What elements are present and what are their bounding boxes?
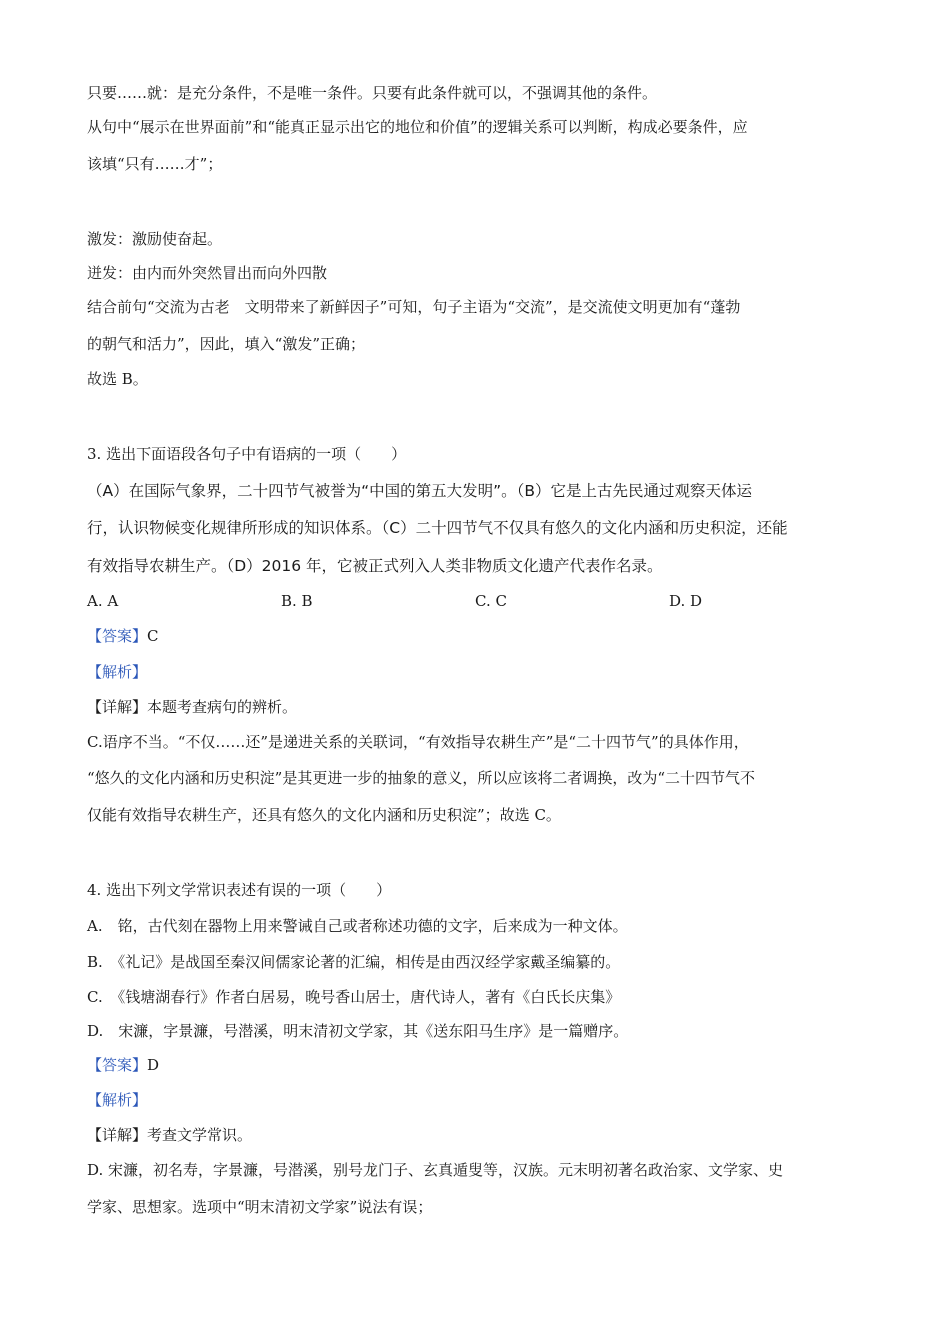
text-line: 该填“只有……才”；	[87, 155, 223, 173]
answer-value: D	[147, 1056, 160, 1074]
question-3-passage-line: 行，认识物候变化规律所形成的知识体系。（C）二十四节气不仅具有悠久的文化内涵和历史积淀，还能	[87, 519, 788, 537]
text-line: 从句中“展示在世界面前”和“能真正显示出它的地位和价值”的逻辑关系可以判断，构成必要条件，应	[87, 118, 748, 136]
option-c: C. C	[475, 592, 507, 610]
detail-tag: 【详解】	[87, 1126, 148, 1144]
answer-line	[87, 1054, 877, 1076]
answer-line	[87, 625, 877, 647]
text-line: 激发：激励使奋起。	[87, 230, 223, 248]
option-d: D. D	[669, 592, 703, 610]
question-4-option-a: A. 铭，古代刻在器物上用来警诫自己或者称述功德的文字，后来成为一种文体。	[87, 917, 628, 935]
detail-text: 本题考查病句的辨析。	[147, 698, 298, 716]
text-line: 只要……就：是充分条件，不是唯一条件。只要有此条件就可以，不强调其他的条件。	[87, 84, 658, 102]
text-line: 迸发：由内而外突然冒出而向外四散	[87, 264, 328, 282]
explanation-line: “悠久的文化内涵和历史积淀”是其更进一步的抽象的意义，所以应该将二者调换，改为“二十四节气不	[87, 769, 756, 787]
answer-tag: 【答案】	[87, 627, 148, 645]
question-3-passage-line: （A）在国际气象界，二十四节气被誉为“中国的第五大发明”。（B）它是上古先民通过观察天体运	[87, 482, 753, 500]
text-line: 故选 B。	[87, 370, 148, 388]
question-3-stem: 3. 选出下面语段各句子中有语病的一项（ ）	[87, 445, 407, 463]
question-4-option-c: C. 《钱塘湖春行》作者白居易，晚号香山居士，唐代诗人，著有《白氏长庆集》	[87, 988, 621, 1006]
text-line: 的朝气和活力”，因此，填入“激发”正确；	[87, 335, 366, 353]
explanation-line: 学家、思想家。选项中“明末清初文学家”说法有误；	[87, 1198, 433, 1216]
analysis-tag: 【解析】	[87, 663, 148, 681]
question-3-passage-line: 有效指导农耕生产。（D）2016 年，它被正式列入人类非物质文化遗产代表作名录。	[87, 557, 663, 575]
text-line: 结合前句“交流为古老 文明带来了新鲜因子”可知，句子主语为“交流”，是交流使文明更加有“蓬勃	[87, 298, 741, 316]
question-4-option-b: B. 《礼记》是战国至秦汉间儒家论著的汇编，相传是由西汉经学家戴圣编纂的。	[87, 953, 621, 971]
analysis-tag: 【解析】	[87, 1091, 148, 1109]
option-b: B. B	[281, 592, 313, 610]
detail-tag: 【详解】	[87, 698, 148, 716]
explanation-line: D. 宋濂，初名寿，字景濂，号潜溪，别号龙门子、玄真遁叟等，汉族。元末明初著名政治家、文学家、史	[87, 1161, 784, 1179]
option-a: A. A	[87, 592, 119, 610]
detail-line	[87, 1124, 877, 1146]
explanation-line: 仅能有效指导农耕生产，还具有悠久的文化内涵和历史积淀”；故选 C。	[87, 806, 561, 824]
answer-value: C	[147, 627, 159, 645]
detail-line	[87, 696, 877, 718]
question-4-option-d: D. 宋濂，字景濂，号潜溪，明末清初文学家，其《送东阳马生序》是一篇赠序。	[87, 1022, 629, 1040]
answer-tag: 【答案】	[87, 1056, 148, 1074]
detail-text: 考查文学常识。	[147, 1126, 253, 1144]
explanation-line: C.语序不当。“不仅……还”是递进关系的关联词，“有效指导农耕生产”是“二十四节气”的具体作用，	[87, 733, 749, 751]
question-4-stem: 4. 选出下列文学常识表述有误的一项（ ）	[87, 881, 392, 899]
